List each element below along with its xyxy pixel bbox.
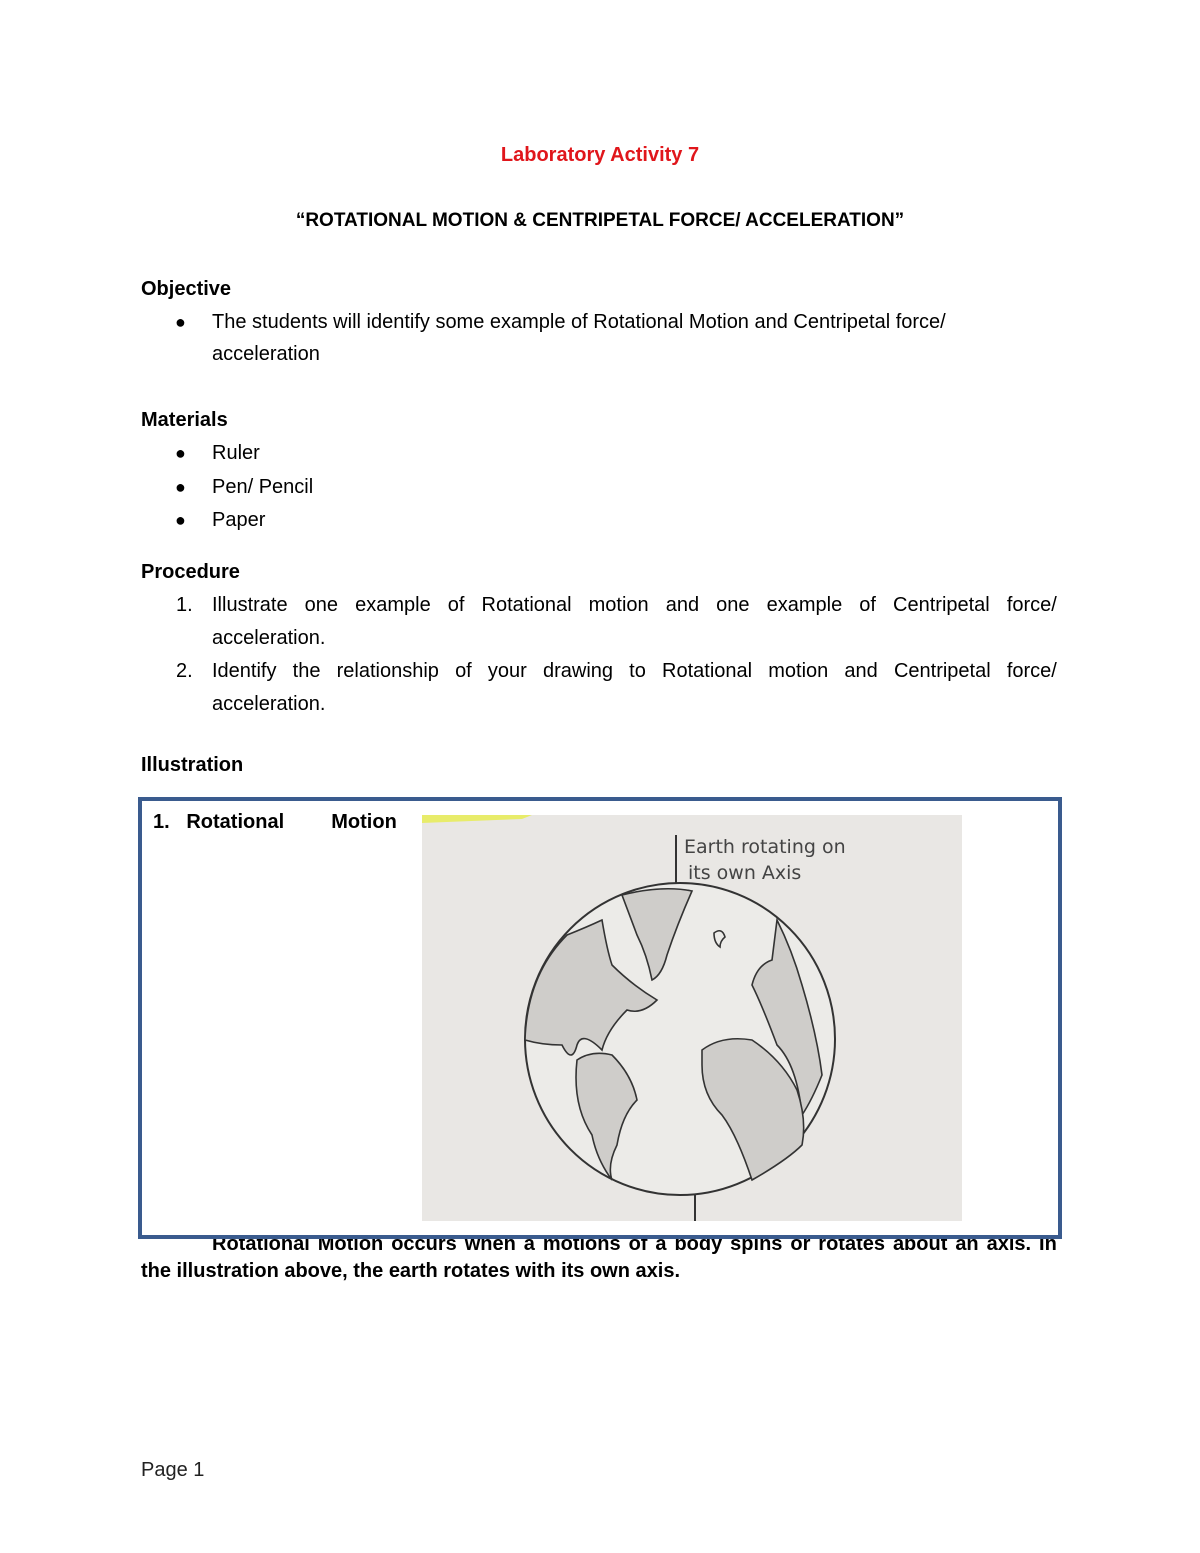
word: In — [1039, 1233, 1057, 1255]
illustration-box-label — [153, 810, 397, 834]
word: and — [844, 660, 878, 682]
word: force/ — [1006, 594, 1057, 616]
page-number: Page 1 — [141, 1459, 205, 1481]
materials-heading: Materials — [141, 409, 228, 431]
word: about — [892, 1233, 948, 1255]
word: an — [955, 1233, 979, 1255]
illustration-heading: Illustration — [141, 754, 244, 776]
word: Rotational — [212, 1233, 310, 1255]
word: occurs — [391, 1233, 457, 1255]
word: of — [455, 660, 472, 682]
word: of — [859, 594, 876, 616]
procedure-heading: Procedure — [141, 561, 240, 583]
sticky-note-edge — [422, 815, 532, 823]
bullet-icon: ● — [175, 443, 186, 463]
word: to — [629, 660, 646, 682]
document-title: Laboratory Activity 7 — [500, 144, 700, 166]
word: a — [523, 1233, 535, 1255]
word: body — [674, 1233, 723, 1255]
drawing-caption-line-2: its own Axis — [688, 862, 802, 884]
bullet-icon: ● — [175, 312, 186, 332]
box-label-2: Motion — [331, 811, 397, 833]
procedure-number: 2. — [176, 660, 193, 682]
procedure-step-1-cont: acceleration. — [212, 627, 326, 649]
objective-text: The students will identify some example of Rotational Motion and Centripetal force/ — [212, 311, 946, 333]
word: your — [487, 660, 527, 682]
word: Rotational — [481, 594, 572, 616]
word: example — [355, 594, 431, 616]
document-subtitle: “ROTATIONAL MOTION & CENTRIPETAL FORCE/ ACCELERATION” — [295, 210, 905, 231]
word: motions — [542, 1233, 621, 1255]
word: Motion — [317, 1233, 384, 1255]
box-label-1: Rotational — [186, 811, 285, 833]
word: force/ — [1006, 660, 1057, 682]
material-item: Paper — [212, 509, 266, 531]
material-item: Pen/ Pencil — [212, 476, 314, 498]
material-item: Ruler — [212, 442, 260, 464]
drawing-caption-line-1: Earth rotating on — [684, 836, 846, 858]
word: Centripetal — [893, 660, 991, 682]
earth-drawing — [422, 815, 962, 1221]
procedure-number: 1. — [176, 594, 193, 616]
word: one — [716, 594, 750, 616]
procedure-step-2 — [212, 659, 1057, 683]
bullet-icon: ● — [175, 510, 186, 530]
word: when — [464, 1233, 516, 1255]
word: motion — [768, 660, 829, 682]
word: Centripetal — [893, 594, 990, 616]
word: example — [766, 594, 843, 616]
word: the — [292, 660, 321, 682]
procedure-step-1 — [212, 593, 1057, 617]
objective-text-cont: acceleration — [212, 343, 320, 365]
objective-heading: Objective — [141, 278, 232, 300]
word: or — [790, 1233, 811, 1255]
word: motion — [588, 594, 649, 616]
word: Identify — [212, 660, 277, 682]
bullet-icon: ● — [175, 477, 186, 497]
word: of — [628, 1233, 648, 1255]
procedure-step-2-cont: acceleration. — [212, 693, 326, 715]
word: a — [655, 1233, 667, 1255]
word: and — [665, 594, 700, 616]
word: Illustrate — [212, 594, 288, 616]
earth-drawing-photo — [422, 815, 962, 1221]
word: one — [304, 594, 339, 616]
word: of — [447, 594, 465, 616]
word: drawing — [542, 660, 614, 682]
explanation-line-2: the illustration above, the earth rotates with its own axis. — [141, 1260, 680, 1282]
word: rotates — [818, 1233, 885, 1255]
word: relationship — [336, 660, 439, 682]
box-number: 1. — [153, 811, 170, 833]
word: spins — [730, 1233, 783, 1255]
word: Rotational — [662, 660, 753, 682]
word: axis. — [986, 1233, 1032, 1255]
